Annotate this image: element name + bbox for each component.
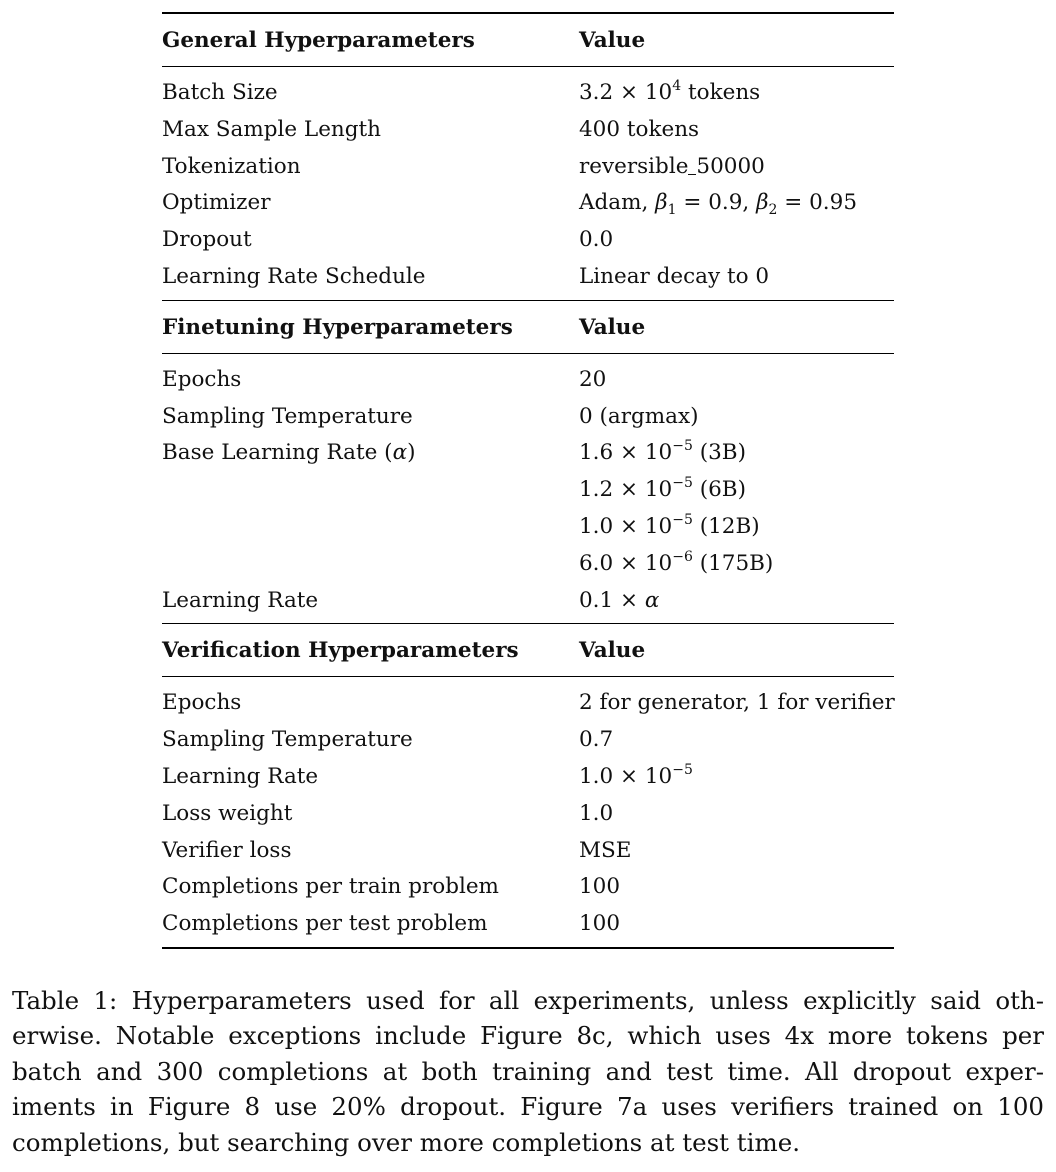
param-value: reversible 50000: [579, 153, 765, 179]
param-value: 2 for generator, 1 for verifier: [579, 690, 895, 716]
param-value: 20: [579, 366, 607, 392]
table-row: [162, 759, 894, 796]
table-row: [162, 722, 894, 759]
caption-line: batch and 300 completions at both training and test time. All dropout exper-: [12, 1056, 1044, 1086]
param-value: 0.1 × α: [579, 587, 660, 613]
value-header: Value: [579, 638, 646, 664]
param-label: Learning Rate Schedule: [162, 263, 426, 289]
param-value: $6.0 \times 10^{-6}$ (175B): [579, 548, 774, 576]
param-value: $1.6 \times 10^{-5}$ (3B): [579, 438, 746, 466]
param-value: $1.2 \times 10^{-5}$ (6B): [579, 475, 746, 503]
hyperparameter-table: [162, 12, 894, 949]
param-label: Loss weight: [162, 800, 293, 826]
table-row: [162, 509, 894, 546]
param-value: Linear decay to 0: [579, 263, 770, 289]
table-bottom-rule: [162, 947, 894, 949]
table-caption: [12, 983, 1044, 1160]
param-label: Batch Size: [162, 80, 278, 105]
param-value: 0 (argmax): [579, 403, 699, 429]
param-label: Verifier loss: [162, 837, 292, 863]
param-label: Epochs: [162, 690, 242, 716]
param-label: Tokenization: [162, 153, 301, 179]
table-row: [162, 149, 894, 186]
param-label: Epochs: [162, 366, 242, 392]
table-row: [162, 685, 894, 722]
table-row: [162, 75, 894, 112]
table-row: [162, 185, 894, 222]
param-value: MSE: [579, 837, 632, 863]
caption-line: Table 1: Hyperparameters used for all experiments, unless explicitly said oth-: [12, 986, 1044, 1015]
section-title: Verification Hyperparameters: [162, 638, 519, 664]
caption-line: completions, but searching over more completions at test time.: [12, 1127, 801, 1157]
table-row: [162, 259, 894, 296]
param-label: Optimizer: [162, 190, 271, 216]
section-header-finetuning: [162, 301, 894, 353]
section-header-general: [162, 14, 894, 66]
param-label: Dropout: [162, 227, 252, 253]
param-label: Sampling Temperature: [162, 403, 413, 429]
param-value: $1.0 \times 10^{-5}$: [579, 761, 693, 789]
table-row: [162, 399, 894, 436]
table-row: [162, 546, 894, 583]
param-label: Learning Rate: [162, 763, 319, 789]
table-row: [162, 362, 894, 399]
param-value: 0.7: [579, 727, 614, 753]
value-header: Value: [579, 314, 646, 340]
param-value: 400 tokens: [579, 116, 700, 142]
param-label: Completions per train problem: [162, 874, 499, 900]
section-header-verification: [162, 624, 894, 676]
value-header: Value: [579, 28, 646, 53]
param-label: Max Sample Length: [162, 116, 382, 142]
param-label: Base Learning Rate (α): [162, 440, 416, 466]
param-value: 1.0: [579, 800, 614, 826]
section-title: Finetuning Hyperparameters: [162, 314, 513, 340]
param-value: 100: [579, 874, 621, 900]
table-row: [162, 222, 894, 259]
table-row: [162, 112, 894, 149]
table-row: [162, 869, 894, 906]
param-value: $1.0 \times 10^{-5}$ (12B): [579, 511, 760, 539]
table-row: [162, 796, 894, 833]
param-label: Completions per test problem: [162, 911, 488, 937]
param-value: 100: [579, 911, 621, 937]
caption-line: erwise. Notable exceptions include Figure 8c, which uses 4x more tokens per: [12, 1021, 1044, 1051]
param-value: $3.2 \times 10^4$ tokens: [579, 78, 761, 105]
section-title: General Hyperparameters: [162, 28, 475, 53]
table-row: [162, 472, 894, 509]
param-label: Learning Rate: [162, 587, 319, 613]
table-row: [162, 435, 894, 472]
table-row: [162, 906, 894, 943]
param-label: Sampling Temperature: [162, 727, 413, 753]
table-row: [162, 833, 894, 870]
caption-line: iments in Figure 8 use 20% dropout. Figure 7a uses verifiers trained on 100: [12, 1092, 1044, 1122]
param-value: 0.0: [579, 227, 614, 253]
param-value: Adam, $\beta_1 = 0.9$, $\beta_2 = 0.95$: [579, 190, 857, 219]
table-row: [162, 583, 894, 620]
